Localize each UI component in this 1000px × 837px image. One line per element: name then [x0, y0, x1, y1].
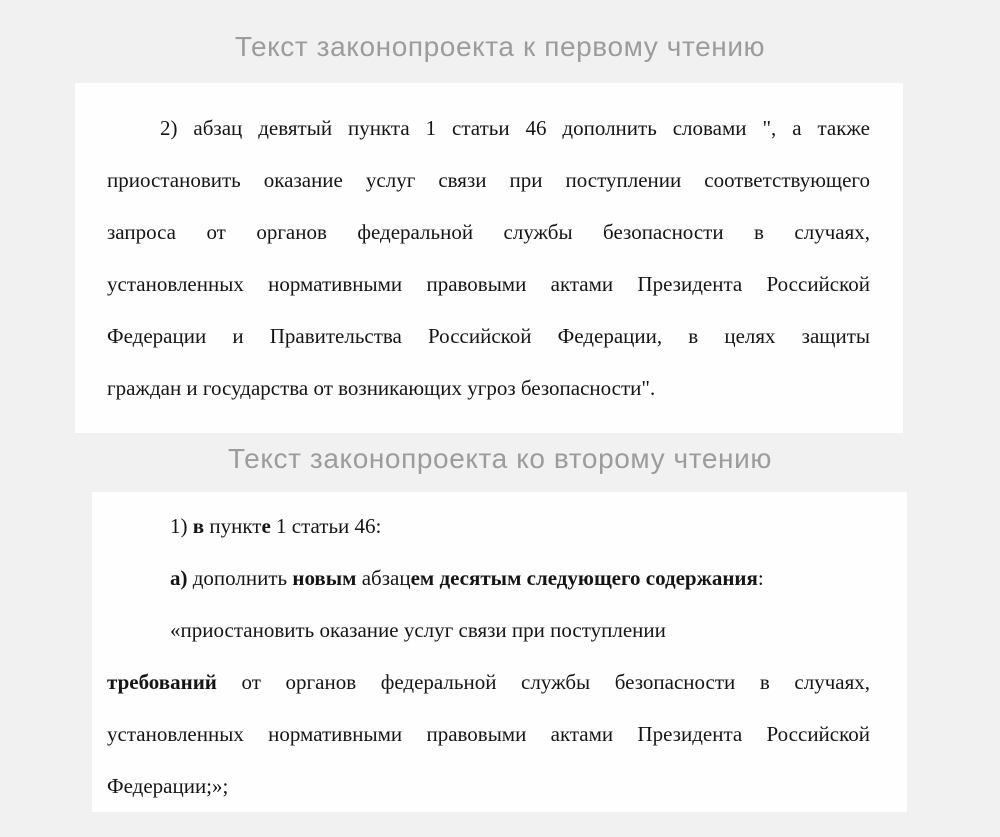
text-segment: 1 статьи 46:	[270, 514, 382, 538]
text-line	[107, 500, 870, 552]
section-heading-second-reading: Текст законопроекта ко второму чтению	[228, 443, 772, 474]
second-reading-text-card	[92, 492, 907, 812]
text-segment: пункт	[204, 514, 262, 538]
bold-text-segment: требований	[107, 670, 217, 694]
bold-text-segment: ем десятым следующего содержания	[410, 566, 758, 590]
text-line	[107, 656, 870, 708]
text-segment: Федерации и Правительства Российской Федерации, в целях защиты	[107, 324, 870, 348]
second-reading-document-text	[107, 500, 870, 812]
text-segment: :	[757, 566, 764, 590]
text-line	[107, 258, 870, 310]
text-segment: абзац	[356, 566, 411, 590]
bold-text-segment: новым	[292, 566, 357, 590]
text-segment: 1)	[170, 514, 193, 538]
text-line	[107, 310, 870, 362]
text-segment: 2) абзац девятый пункта 1 статьи 46 дополнить словами ", а также	[160, 116, 870, 140]
section-heading-first-reading: Текст законопроекта к первому чтению	[234, 31, 766, 62]
text-segment: установленных нормативными правовыми актами Президента Российской	[107, 722, 870, 746]
first-reading-document-text	[107, 102, 870, 414]
text-segment: Федерации;»;	[107, 774, 229, 798]
text-segment: запроса от органов федеральной службы безопасности в случаях,	[107, 220, 870, 244]
text-segment: от органов федеральной службы безопасности в случаях,	[216, 670, 870, 694]
text-line	[107, 552, 870, 604]
text-line	[107, 760, 870, 812]
first-reading-text-card	[75, 83, 903, 433]
bold-text-segment: е	[261, 514, 271, 538]
text-line	[107, 206, 870, 258]
bold-text-segment: в	[192, 514, 205, 538]
text-line	[107, 154, 870, 206]
bold-text-segment: а)	[170, 566, 188, 590]
text-line	[107, 604, 870, 656]
text-line	[107, 102, 870, 154]
text-line	[107, 708, 870, 760]
text-segment: «приостановить оказание услуг связи при поступлении	[170, 618, 666, 642]
text-segment: граждан и государства от возникающих угроз безопасности".	[107, 376, 656, 400]
text-segment: дополнить	[187, 566, 293, 590]
text-line	[107, 362, 870, 414]
text-segment: установленных нормативными правовыми актами Президента Российской	[107, 272, 870, 296]
text-segment: приостановить оказание услуг связи при поступлении соответствующего	[107, 168, 870, 192]
